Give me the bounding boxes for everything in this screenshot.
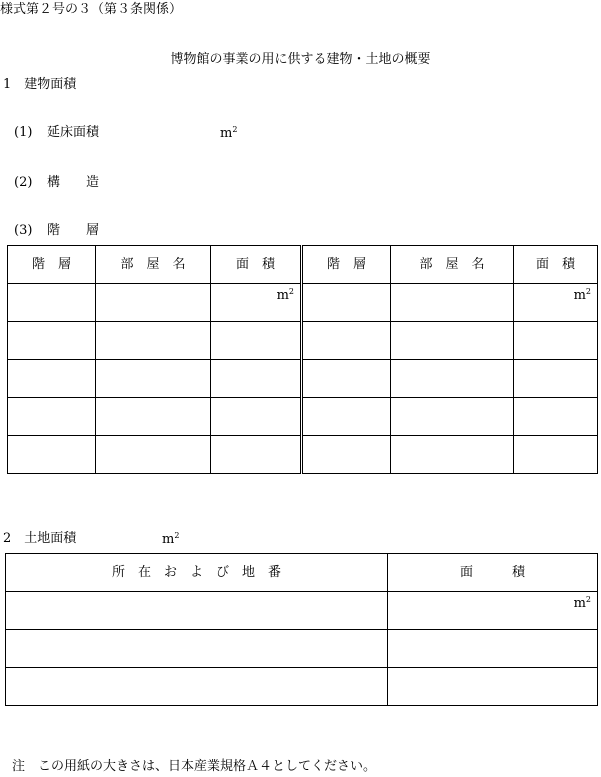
- table-row: [8, 436, 598, 474]
- room-name-cell[interactable]: [96, 322, 211, 360]
- column-header-room-name: 部 屋 名: [96, 246, 211, 284]
- floor-cell[interactable]: [302, 284, 391, 322]
- area-cell[interactable]: [514, 398, 598, 436]
- floor-cell[interactable]: [302, 360, 391, 398]
- room-name-cell[interactable]: [96, 398, 211, 436]
- floor-cell[interactable]: [302, 436, 391, 474]
- area-cell[interactable]: [211, 398, 302, 436]
- area-cell[interactable]: [211, 360, 302, 398]
- location-cell[interactable]: [6, 592, 388, 630]
- table-header-row: [8, 246, 598, 284]
- table-row: [6, 592, 598, 630]
- footnote: 注 この用紙の大きさは、日本産業規格Ａ４としてください。: [12, 759, 377, 774]
- column-header-floor: 階 層: [302, 246, 391, 284]
- area-cell[interactable]: [514, 436, 598, 474]
- room-name-cell[interactable]: [391, 436, 514, 474]
- room-name-cell[interactable]: [391, 398, 514, 436]
- structure-label: 構 造: [47, 175, 100, 190]
- table-row: [8, 284, 598, 322]
- column-header-location: 所 在 お よ び 地 番: [6, 554, 388, 592]
- column-header-room-name: 部 屋 名: [391, 246, 514, 284]
- table-row: [8, 398, 598, 436]
- table-row: [6, 668, 598, 706]
- column-header-area: 面 積: [211, 246, 302, 284]
- item-number: (2): [14, 175, 33, 190]
- column-header-area: 面 積: [514, 246, 598, 284]
- column-header-floor: 階 層: [8, 246, 96, 284]
- floor-cell[interactable]: [8, 436, 96, 474]
- land-area-unit: $m^2$: [162, 531, 180, 547]
- area-cell[interactable]: $m^2$: [388, 592, 598, 630]
- area-cell[interactable]: [514, 360, 598, 398]
- floor-area-unit: $m^2$: [220, 125, 238, 141]
- room-name-cell[interactable]: [96, 284, 211, 322]
- item-number: (3): [14, 223, 33, 238]
- floor-cell[interactable]: [8, 322, 96, 360]
- floor-area-label: 延床面積: [47, 125, 100, 140]
- room-name-cell[interactable]: [96, 436, 211, 474]
- form-label: 様式第２号の３（第３条関係）: [0, 2, 183, 17]
- area-cell[interactable]: [388, 668, 598, 706]
- building-table: [7, 245, 598, 474]
- room-name-cell[interactable]: [391, 360, 514, 398]
- area-cell[interactable]: [211, 436, 302, 474]
- table-row: [6, 630, 598, 668]
- room-name-cell[interactable]: [391, 284, 514, 322]
- floor-cell[interactable]: [8, 284, 96, 322]
- floors-label: 階 層: [47, 223, 100, 238]
- area-cell[interactable]: $m^2$: [514, 284, 598, 322]
- floor-cell[interactable]: [8, 398, 96, 436]
- section2-heading: 2 土地面積: [3, 531, 77, 546]
- floor-cell[interactable]: [302, 322, 391, 360]
- table-row: [8, 322, 598, 360]
- room-name-cell[interactable]: [96, 360, 211, 398]
- area-cell[interactable]: [388, 630, 598, 668]
- area-cell[interactable]: $m^2$: [211, 284, 302, 322]
- location-cell[interactable]: [6, 668, 388, 706]
- land-table: [5, 553, 598, 706]
- room-name-cell[interactable]: [391, 322, 514, 360]
- area-cell[interactable]: [211, 322, 302, 360]
- table-header-row: [6, 554, 598, 592]
- table-row: [8, 360, 598, 398]
- floor-cell[interactable]: [302, 398, 391, 436]
- location-cell[interactable]: [6, 630, 388, 668]
- area-cell[interactable]: [514, 322, 598, 360]
- column-header-area: 面 積: [388, 554, 598, 592]
- page-title: 博物館の事業の用に供する建物・土地の概要: [170, 52, 431, 67]
- item-number: (1): [14, 125, 33, 140]
- section1-heading: 1 建物面積: [3, 77, 77, 92]
- floor-cell[interactable]: [8, 360, 96, 398]
